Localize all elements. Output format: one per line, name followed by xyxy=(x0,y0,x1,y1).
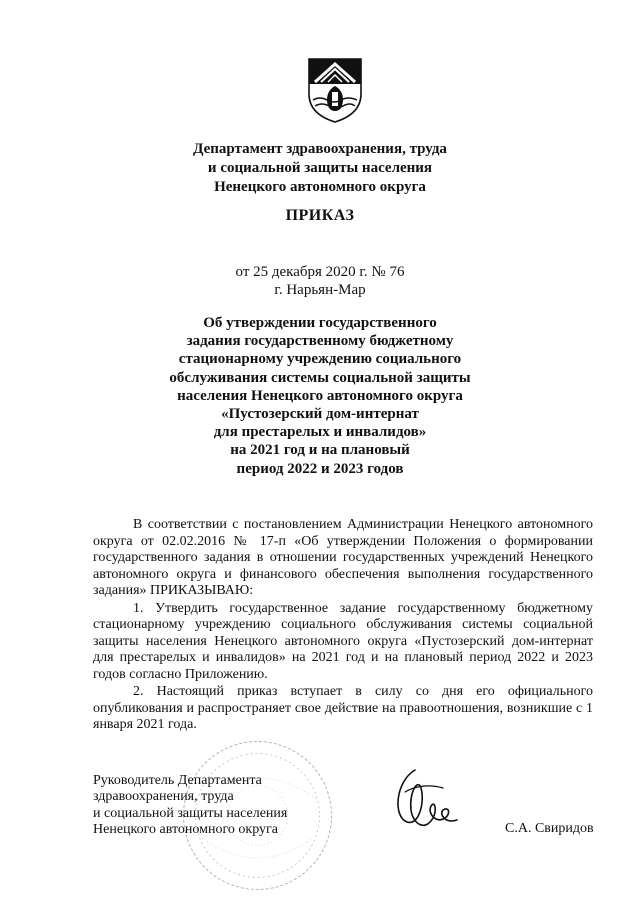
title-line: населения Ненецкого автономного округа xyxy=(177,387,463,404)
title-line: на 2021 год и на плановый xyxy=(230,442,410,459)
handwritten-signature xyxy=(385,762,465,842)
date-number-block xyxy=(0,263,640,299)
coat-of-arms-icon xyxy=(305,56,365,124)
title-line: стационарному учреждению социального xyxy=(178,351,462,368)
city: г. Нарьян-Мар xyxy=(274,282,366,298)
order-title xyxy=(0,314,640,478)
title-line: задания государственному бюджетному xyxy=(186,333,454,350)
title-line: Об утверждении государственного xyxy=(203,315,437,331)
date-number: от 25 декабря 2020 г. № 76 xyxy=(235,264,405,280)
preamble-paragraph: В соответствии с постановлением Администрации Ненецкого автономного округа от 02.02.2016 № 17-п «Об утверждении Положения о формировании государственного задания в отношении государственных учреждений Ненецкого автономного округа и финансового обеспечения выполнения государственного задания» ПРИКАЗЫВАЮ: xyxy=(93,517,593,598)
position-line: Руководитель Департамента xyxy=(93,773,262,788)
order-body xyxy=(93,517,593,734)
title-line: период 2022 и 2023 годов xyxy=(236,460,404,477)
position-line: здравоохранения, труда xyxy=(93,789,234,805)
position-line: Ненецкого автономного округа xyxy=(93,821,278,837)
title-line: обслуживания системы социальной защиты xyxy=(169,369,471,386)
title-line: «Пустозерский дом-интернат xyxy=(221,406,419,423)
department-header xyxy=(0,140,640,197)
position-line: и социальной защиты населения xyxy=(93,805,288,821)
document-type: ПРИКАЗ xyxy=(285,207,355,224)
signatory-position xyxy=(93,773,287,838)
department-line: Ненецкого автономного округа xyxy=(214,179,426,195)
department-line: и социальной защиты населения xyxy=(207,160,433,176)
department-line: Департамент здравоохранения, труда xyxy=(193,141,447,157)
item-2-paragraph: 2. Настоящий приказ вступает в силу со дня его официального опубликования и распространяет свое действие на правоотношения, возникшие с 1 января 2021 года. xyxy=(93,684,593,732)
title-line: для престарелых и инвалидов» xyxy=(213,424,427,441)
item-1-paragraph: 1. Утвердить государственное задание государственному бюджетному стационарному учреждению социального обслуживания системы социальной защиты населения Ненецкого автономного округа «Пустозерский дом-интернат для престарелых и инвалидов» на 2021 год и на плановый период 2022 и 2023 годов согласно Приложению. xyxy=(93,600,593,682)
signer-name: С.А. Свиридов xyxy=(505,821,594,836)
